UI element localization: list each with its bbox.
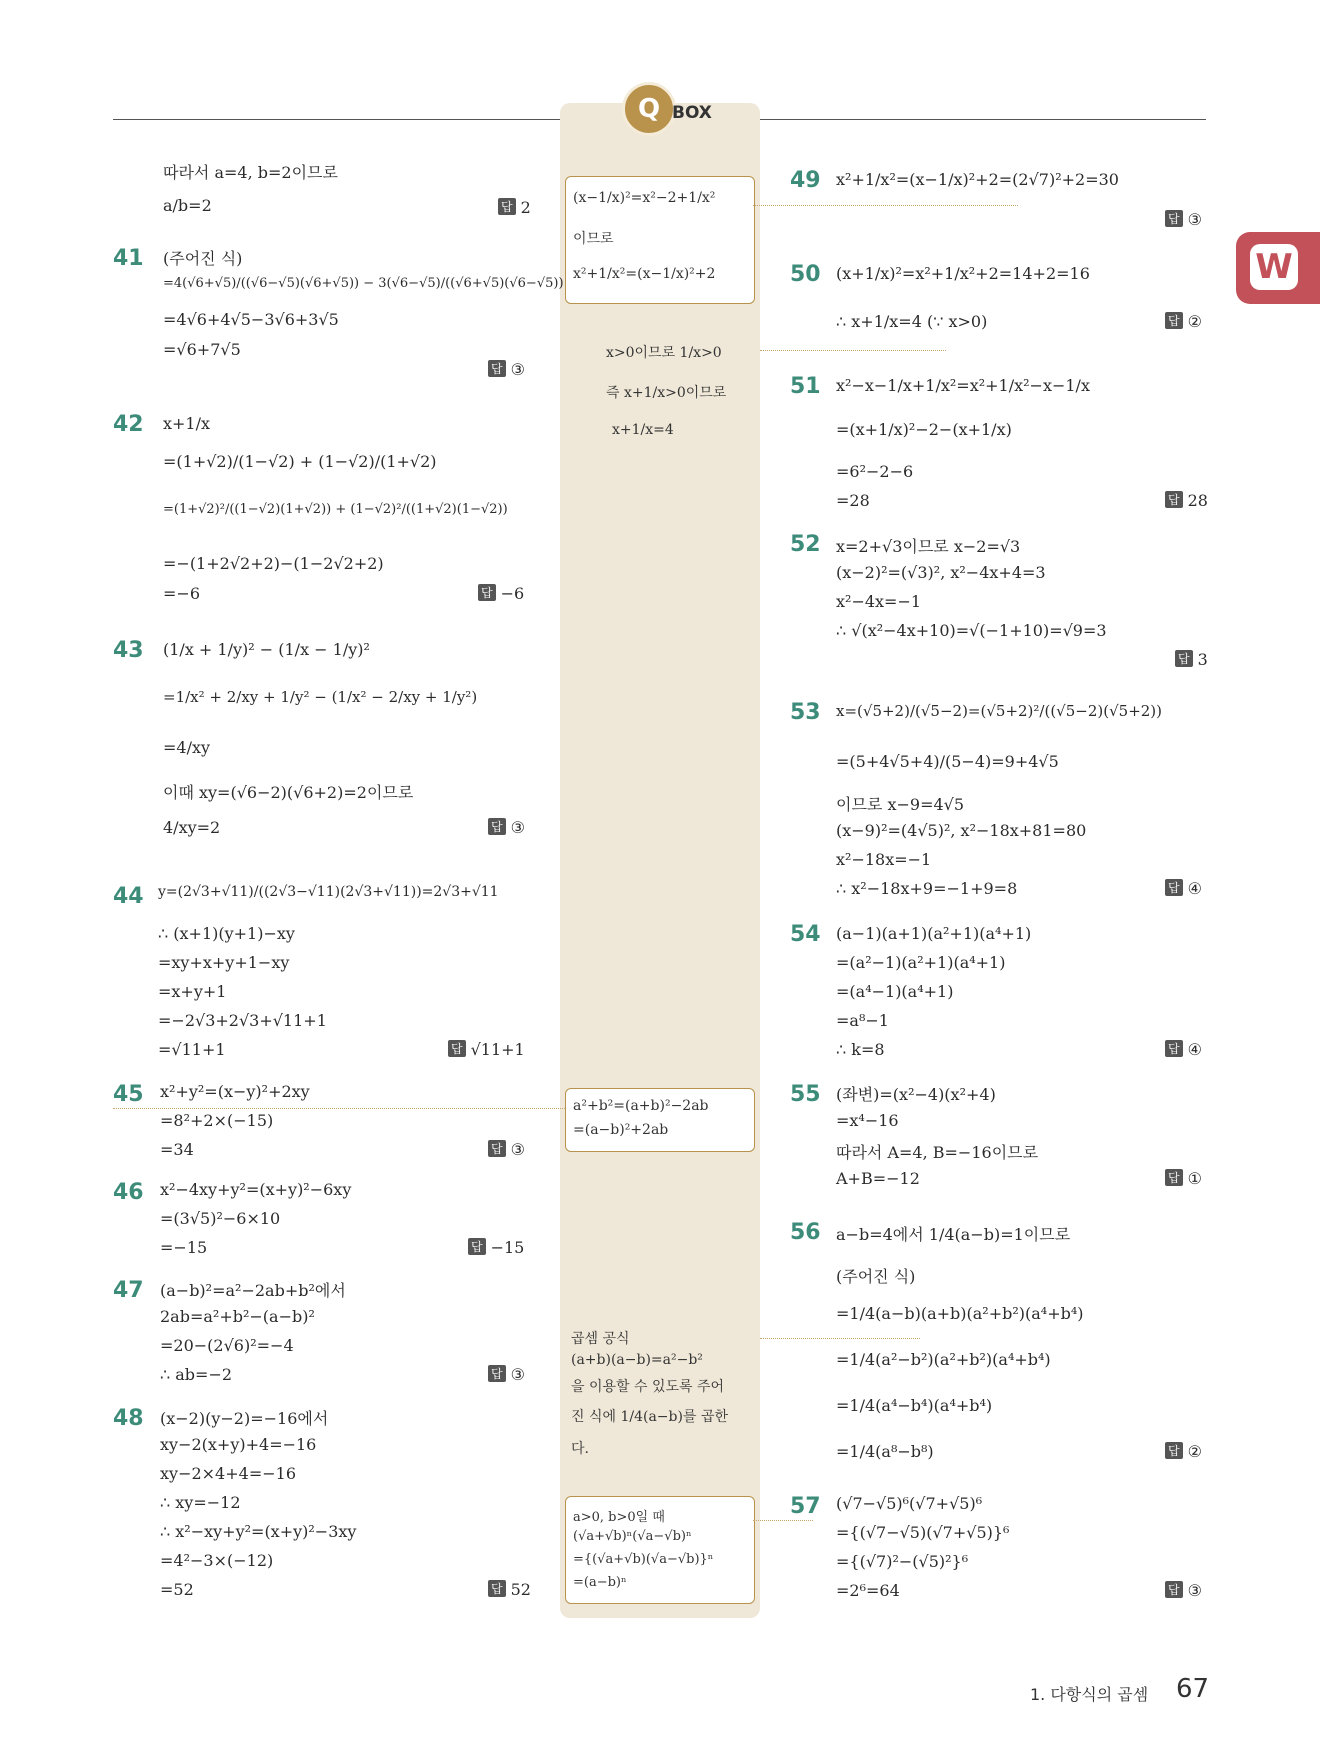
answer-value: ③ bbox=[510, 1365, 525, 1384]
answer bbox=[1165, 491, 1208, 510]
solution-line: =−15 bbox=[160, 1238, 208, 1257]
solution-line: (x−2)²=(√3)², x²−4x+4=3 bbox=[836, 563, 1046, 582]
answer bbox=[468, 1238, 524, 1257]
solution-line: (√7−√5)⁶(√7+√5)⁶ bbox=[836, 1494, 983, 1513]
solution-line: x²−4x=−1 bbox=[836, 592, 922, 611]
problem-42 bbox=[113, 412, 533, 612]
problem-number: 56 bbox=[790, 1220, 821, 1245]
note-line: (x−1/x)²=x²−2+1/x² bbox=[573, 190, 716, 206]
answer-value: ④ bbox=[1187, 879, 1202, 898]
header-rule-right bbox=[760, 119, 1206, 120]
solution-line: (a−1)(a+1)(a²+1)(a⁴+1) bbox=[836, 924, 1032, 943]
answer bbox=[488, 1580, 531, 1599]
solution-line: ∴ (x+1)(y+1)−xy bbox=[158, 924, 295, 943]
answer-value: 52 bbox=[510, 1580, 531, 1599]
problem-number: 52 bbox=[790, 532, 821, 557]
solution-line: =4/xy bbox=[163, 738, 211, 757]
solution-line: =28 bbox=[836, 491, 870, 510]
solution-line: =1/4(a²−b²)(a²+b²)(a⁴+b⁴) bbox=[836, 1350, 1051, 1369]
problem-number: 50 bbox=[790, 262, 821, 287]
problem-number: 55 bbox=[790, 1082, 821, 1107]
qbox-label: BOX bbox=[672, 103, 712, 123]
problem-55 bbox=[790, 1082, 1210, 1192]
note-leader-50 bbox=[760, 350, 946, 351]
answer-value: ② bbox=[1187, 312, 1202, 331]
answer bbox=[1165, 1581, 1202, 1600]
answer bbox=[1165, 879, 1202, 898]
solution-line: =4(√6+√5)/((√6−√5)(√6+√5)) − 3(√6−√5)/((√6+√5)(√6−√5)) bbox=[163, 276, 564, 291]
note-line: a>0, b>0일 때 bbox=[573, 1510, 665, 1525]
solution-line: =xy+x+y+1−xy bbox=[158, 953, 290, 972]
note-line: 을 이용할 수 있도록 주어 bbox=[571, 1379, 725, 1395]
solution-line: =2⁶=64 bbox=[836, 1581, 900, 1600]
solution-line: x=(√5+2)/(√5−2)=(√5+2)²/((√5−2)(√5+2)) bbox=[836, 702, 1163, 720]
header-rule-left bbox=[113, 119, 560, 120]
solution-line: x²−4xy+y²=(x+y)²−6xy bbox=[160, 1180, 352, 1199]
answer-value: ③ bbox=[1187, 210, 1202, 229]
answer-tag-icon: 답 bbox=[488, 818, 506, 835]
solution-line: =4√6+4√5−3√6+3√5 bbox=[163, 310, 339, 329]
answer-tag-icon: 답 bbox=[498, 198, 516, 215]
note-line: x+1/x=4 bbox=[612, 422, 674, 438]
answer-tag-icon: 답 bbox=[488, 1580, 506, 1597]
solution-line: =(5+4√5+4)/(5−4)=9+4√5 bbox=[836, 752, 1059, 771]
note-leader-56 bbox=[760, 1338, 920, 1339]
answer-tag-icon: 답 bbox=[478, 584, 496, 601]
answer-value: ③ bbox=[1187, 1581, 1202, 1600]
problem-49 bbox=[790, 168, 1210, 238]
solution-line: 따라서 a=4, b=2이므로 bbox=[163, 163, 338, 182]
answer-tag-icon: 답 bbox=[1165, 879, 1183, 896]
answer bbox=[488, 360, 525, 379]
answer bbox=[488, 1365, 525, 1384]
problem-43 bbox=[113, 638, 533, 848]
note-line: x²+1/x²=(x−1/x)²+2 bbox=[573, 266, 716, 282]
problem-number: 46 bbox=[113, 1180, 144, 1205]
solution-line: (1/x + 1/y)² − (1/x − 1/y)² bbox=[163, 640, 370, 659]
solution-line: =(1+√2)/(1−√2) + (1−√2)/(1+√2) bbox=[163, 452, 437, 471]
solution-line: (a−b)²=a²−2ab+b²에서 bbox=[160, 1281, 346, 1300]
solution-line: ∴ √(x²−4x+10)=√(−1+10)=√9=3 bbox=[836, 621, 1107, 640]
solution-line: ={(√7−√5)(√7+√5)}⁶ bbox=[836, 1523, 1010, 1542]
problem-number: 51 bbox=[790, 374, 821, 399]
solution-line: ∴ k=8 bbox=[836, 1040, 885, 1059]
solution-line: =x⁴−16 bbox=[836, 1111, 899, 1130]
solution-line: =x+y+1 bbox=[158, 982, 227, 1001]
answer-value: ② bbox=[1187, 1442, 1202, 1461]
solution-line: =34 bbox=[160, 1140, 194, 1159]
solution-line: ∴ xy=−12 bbox=[160, 1493, 241, 1512]
chapter-tab bbox=[1236, 232, 1320, 304]
solution-line: ={(√7)²−(√5)²}⁶ bbox=[836, 1552, 969, 1571]
solution-line: x²−x−1/x+1/x²=x²+1/x²−x−1/x bbox=[836, 376, 1090, 395]
problem-51 bbox=[790, 374, 1210, 514]
solution-line: 이때 xy=(√6−2)(√6+2)=2이므로 bbox=[163, 783, 414, 802]
answer-value: ③ bbox=[510, 1140, 525, 1159]
note-leader-49 bbox=[753, 205, 1018, 206]
note-line: 다. bbox=[571, 1441, 589, 1457]
solution-line: =8²+2×(−15) bbox=[160, 1111, 274, 1130]
problem-number: 57 bbox=[790, 1494, 821, 1519]
note-line: ={(√a+√b)(√a−√b)}ⁿ bbox=[573, 1552, 714, 1567]
solution-line: ∴ x²−18x+9=−1+9=8 bbox=[836, 879, 1018, 898]
solution-line: x²−18x=−1 bbox=[836, 850, 932, 869]
answer bbox=[448, 1040, 525, 1059]
solution-line: a−b=4에서 1/4(a−b)=1이므로 bbox=[836, 1225, 1071, 1244]
answer-tag-icon: 답 bbox=[1165, 491, 1183, 508]
solution-line: ∴ ab=−2 bbox=[160, 1365, 233, 1384]
solution-line: 4/xy=2 bbox=[163, 818, 221, 837]
answer bbox=[488, 818, 525, 837]
problem-56 bbox=[790, 1220, 1210, 1470]
answer bbox=[478, 584, 524, 603]
answer-value: √11+1 bbox=[470, 1040, 525, 1059]
solution-line: a/b=2 bbox=[163, 196, 212, 215]
answer-tag-icon: 답 bbox=[488, 360, 506, 377]
note-line: (√a+√b)ⁿ(√a−√b)ⁿ bbox=[573, 1529, 692, 1544]
problem-40-tail bbox=[113, 158, 533, 228]
answer-tag-icon: 답 bbox=[1165, 1581, 1183, 1598]
solution-line: =−(1+2√2+2)−(1−2√2+2) bbox=[163, 554, 384, 573]
note-line: 진 식에 1/4(a−b)를 곱한 bbox=[571, 1409, 728, 1425]
problem-57 bbox=[790, 1494, 1210, 1604]
answer bbox=[1165, 210, 1202, 229]
problem-53 bbox=[790, 700, 1210, 900]
answer bbox=[1165, 312, 1202, 331]
solution-line: =(3√5)²−6×10 bbox=[160, 1209, 281, 1228]
solution-line: =4²−3×(−12) bbox=[160, 1551, 274, 1570]
answer-value: ① bbox=[1187, 1169, 1202, 1188]
problem-number: 43 bbox=[113, 638, 144, 663]
solution-line: (주어진 식) bbox=[163, 249, 243, 268]
solution-line: xy−2×4+4=−16 bbox=[160, 1464, 296, 1483]
answer-tag-icon: 답 bbox=[1165, 1169, 1183, 1186]
note-line: =(a−b)ⁿ bbox=[573, 1575, 627, 1590]
problem-number: 47 bbox=[113, 1278, 144, 1303]
note-line: =(a−b)²+2ab bbox=[573, 1122, 669, 1138]
solution-line: =−6 bbox=[163, 584, 200, 603]
solution-line: 따라서 A=4, B=−16이므로 bbox=[836, 1143, 1039, 1162]
solution-line: A+B=−12 bbox=[836, 1169, 920, 1188]
note-line: 이므로 bbox=[573, 231, 614, 247]
solution-line: =(a⁴−1)(a⁴+1) bbox=[836, 982, 954, 1001]
solution-line: =20−(2√6)²=−4 bbox=[160, 1336, 294, 1355]
answer-value: 2 bbox=[520, 198, 531, 217]
solution-line: =√11+1 bbox=[158, 1040, 226, 1059]
page-number: 67 bbox=[1176, 1674, 1210, 1704]
answer-value: 28 bbox=[1187, 491, 1208, 510]
answer-tag-icon: 답 bbox=[1165, 312, 1183, 329]
solution-line: =1/x² + 2/xy + 1/y² − (1/x² − 2/xy + 1/y²) bbox=[163, 688, 478, 706]
problem-number: 49 bbox=[790, 168, 821, 193]
problem-45 bbox=[113, 1082, 533, 1162]
answer-value: 3 bbox=[1197, 650, 1208, 669]
problem-number: 48 bbox=[113, 1406, 144, 1431]
problem-41 bbox=[113, 246, 564, 386]
answer-value: −6 bbox=[500, 584, 525, 603]
solution-line: (x−2)(y−2)=−16에서 bbox=[160, 1409, 329, 1428]
solution-line: (x+1/x)²=x²+1/x²+2=14+2=16 bbox=[836, 264, 1090, 283]
solution-line: ∴ x+1/x=4 (∵ x>0) bbox=[836, 312, 988, 331]
answer-tag-icon: 답 bbox=[1165, 210, 1183, 227]
solution-line: ∴ x²−xy+y²=(x+y)²−3xy bbox=[160, 1522, 357, 1541]
answer bbox=[498, 198, 531, 217]
note-line: a²+b²=(a+b)²−2ab bbox=[573, 1098, 709, 1114]
note-leader-45 bbox=[113, 1108, 565, 1109]
solution-line: =6²−2−6 bbox=[836, 462, 914, 481]
footer-chapter: 1. 다항식의 곱셈 bbox=[1030, 1685, 1149, 1704]
note-line: 즉 x+1/x>0이므로 bbox=[606, 385, 727, 401]
answer bbox=[1165, 1169, 1202, 1188]
answer-tag-icon: 답 bbox=[448, 1040, 466, 1057]
solution-line: x+1/x bbox=[163, 414, 211, 433]
problem-54 bbox=[790, 922, 1210, 1062]
solution-line: x²+y²=(x−y)²+2xy bbox=[160, 1082, 310, 1101]
answer bbox=[1175, 650, 1208, 669]
answer-value: −15 bbox=[490, 1238, 525, 1257]
solution-line: =1/4(a⁸−b⁸) bbox=[836, 1442, 934, 1461]
note-leader-57 bbox=[753, 1520, 813, 1521]
problem-number: 42 bbox=[113, 412, 144, 437]
solution-line: x²+1/x²=(x−1/x)²+2=(2√7)²+2=30 bbox=[836, 170, 1119, 189]
solution-line: (주어진 식) bbox=[836, 1267, 916, 1286]
solution-line: xy−2(x+y)+4=−16 bbox=[160, 1435, 317, 1454]
note-line: (a+b)(a−b)=a²−b² bbox=[571, 1352, 703, 1368]
solution-line: x=2+√3이므로 x−2=√3 bbox=[836, 537, 1021, 556]
solution-line: (x−9)²=(4√5)², x²−18x+81=80 bbox=[836, 821, 1087, 840]
problem-number: 53 bbox=[790, 700, 821, 725]
problem-52 bbox=[790, 532, 1210, 672]
problem-48 bbox=[113, 1406, 533, 1606]
solution-line: =(x+1/x)²−2−(x+1/x) bbox=[836, 420, 1012, 439]
solution-line: =52 bbox=[160, 1580, 194, 1599]
problem-number: 44 bbox=[113, 884, 144, 909]
solution-line: =a⁸−1 bbox=[836, 1011, 889, 1030]
solution-line: =1/4(a−b)(a+b)(a²+b²)(a⁴+b⁴) bbox=[836, 1304, 1084, 1323]
qbox-badge-icon: Q bbox=[622, 82, 676, 136]
solution-line: =√6+7√5 bbox=[163, 340, 241, 359]
w-logo-icon: W bbox=[1250, 244, 1298, 290]
answer bbox=[488, 1140, 525, 1159]
solution-line: =(a²−1)(a²+1)(a⁴+1) bbox=[836, 953, 1006, 972]
note-line: x>0이므로 1/x>0 bbox=[606, 345, 722, 361]
answer-tag-icon: 답 bbox=[488, 1365, 506, 1382]
answer-value: ③ bbox=[510, 818, 525, 837]
problem-number: 54 bbox=[790, 922, 821, 947]
solution-line: y=(2√3+√11)/((2√3−√11)(2√3+√11))=2√3+√11 bbox=[158, 884, 499, 900]
answer-tag-icon: 답 bbox=[1175, 650, 1193, 667]
problem-46 bbox=[113, 1180, 533, 1260]
answer-tag-icon: 답 bbox=[1165, 1040, 1183, 1057]
solution-line: =−2√3+2√3+√11+1 bbox=[158, 1011, 327, 1030]
problem-47 bbox=[113, 1278, 533, 1388]
note-line: 곱셈 공식 bbox=[571, 1331, 630, 1347]
solution-line: =1/4(a⁴−b⁴)(a⁴+b⁴) bbox=[836, 1396, 993, 1415]
problem-number: 41 bbox=[113, 246, 144, 271]
answer bbox=[1165, 1040, 1202, 1059]
problem-50 bbox=[790, 262, 1210, 342]
solution-line: 이므로 x−9=4√5 bbox=[836, 795, 965, 814]
problem-number: 45 bbox=[113, 1082, 144, 1107]
solution-line: 2ab=a²+b²−(a−b)² bbox=[160, 1307, 315, 1326]
answer-tag-icon: 답 bbox=[488, 1140, 506, 1157]
answer-value: ③ bbox=[510, 360, 525, 379]
answer-value: ④ bbox=[1187, 1040, 1202, 1059]
answer-tag-icon: 답 bbox=[468, 1238, 486, 1255]
solution-line: =(1+√2)²/((1−√2)(1+√2)) + (1−√2)²/((1+√2)(1−√2)) bbox=[163, 502, 508, 517]
answer-tag-icon: 답 bbox=[1165, 1442, 1183, 1459]
answer bbox=[1165, 1442, 1202, 1461]
problem-44 bbox=[113, 884, 533, 1064]
solution-line: (좌변)=(x²−4)(x²+4) bbox=[836, 1085, 996, 1104]
